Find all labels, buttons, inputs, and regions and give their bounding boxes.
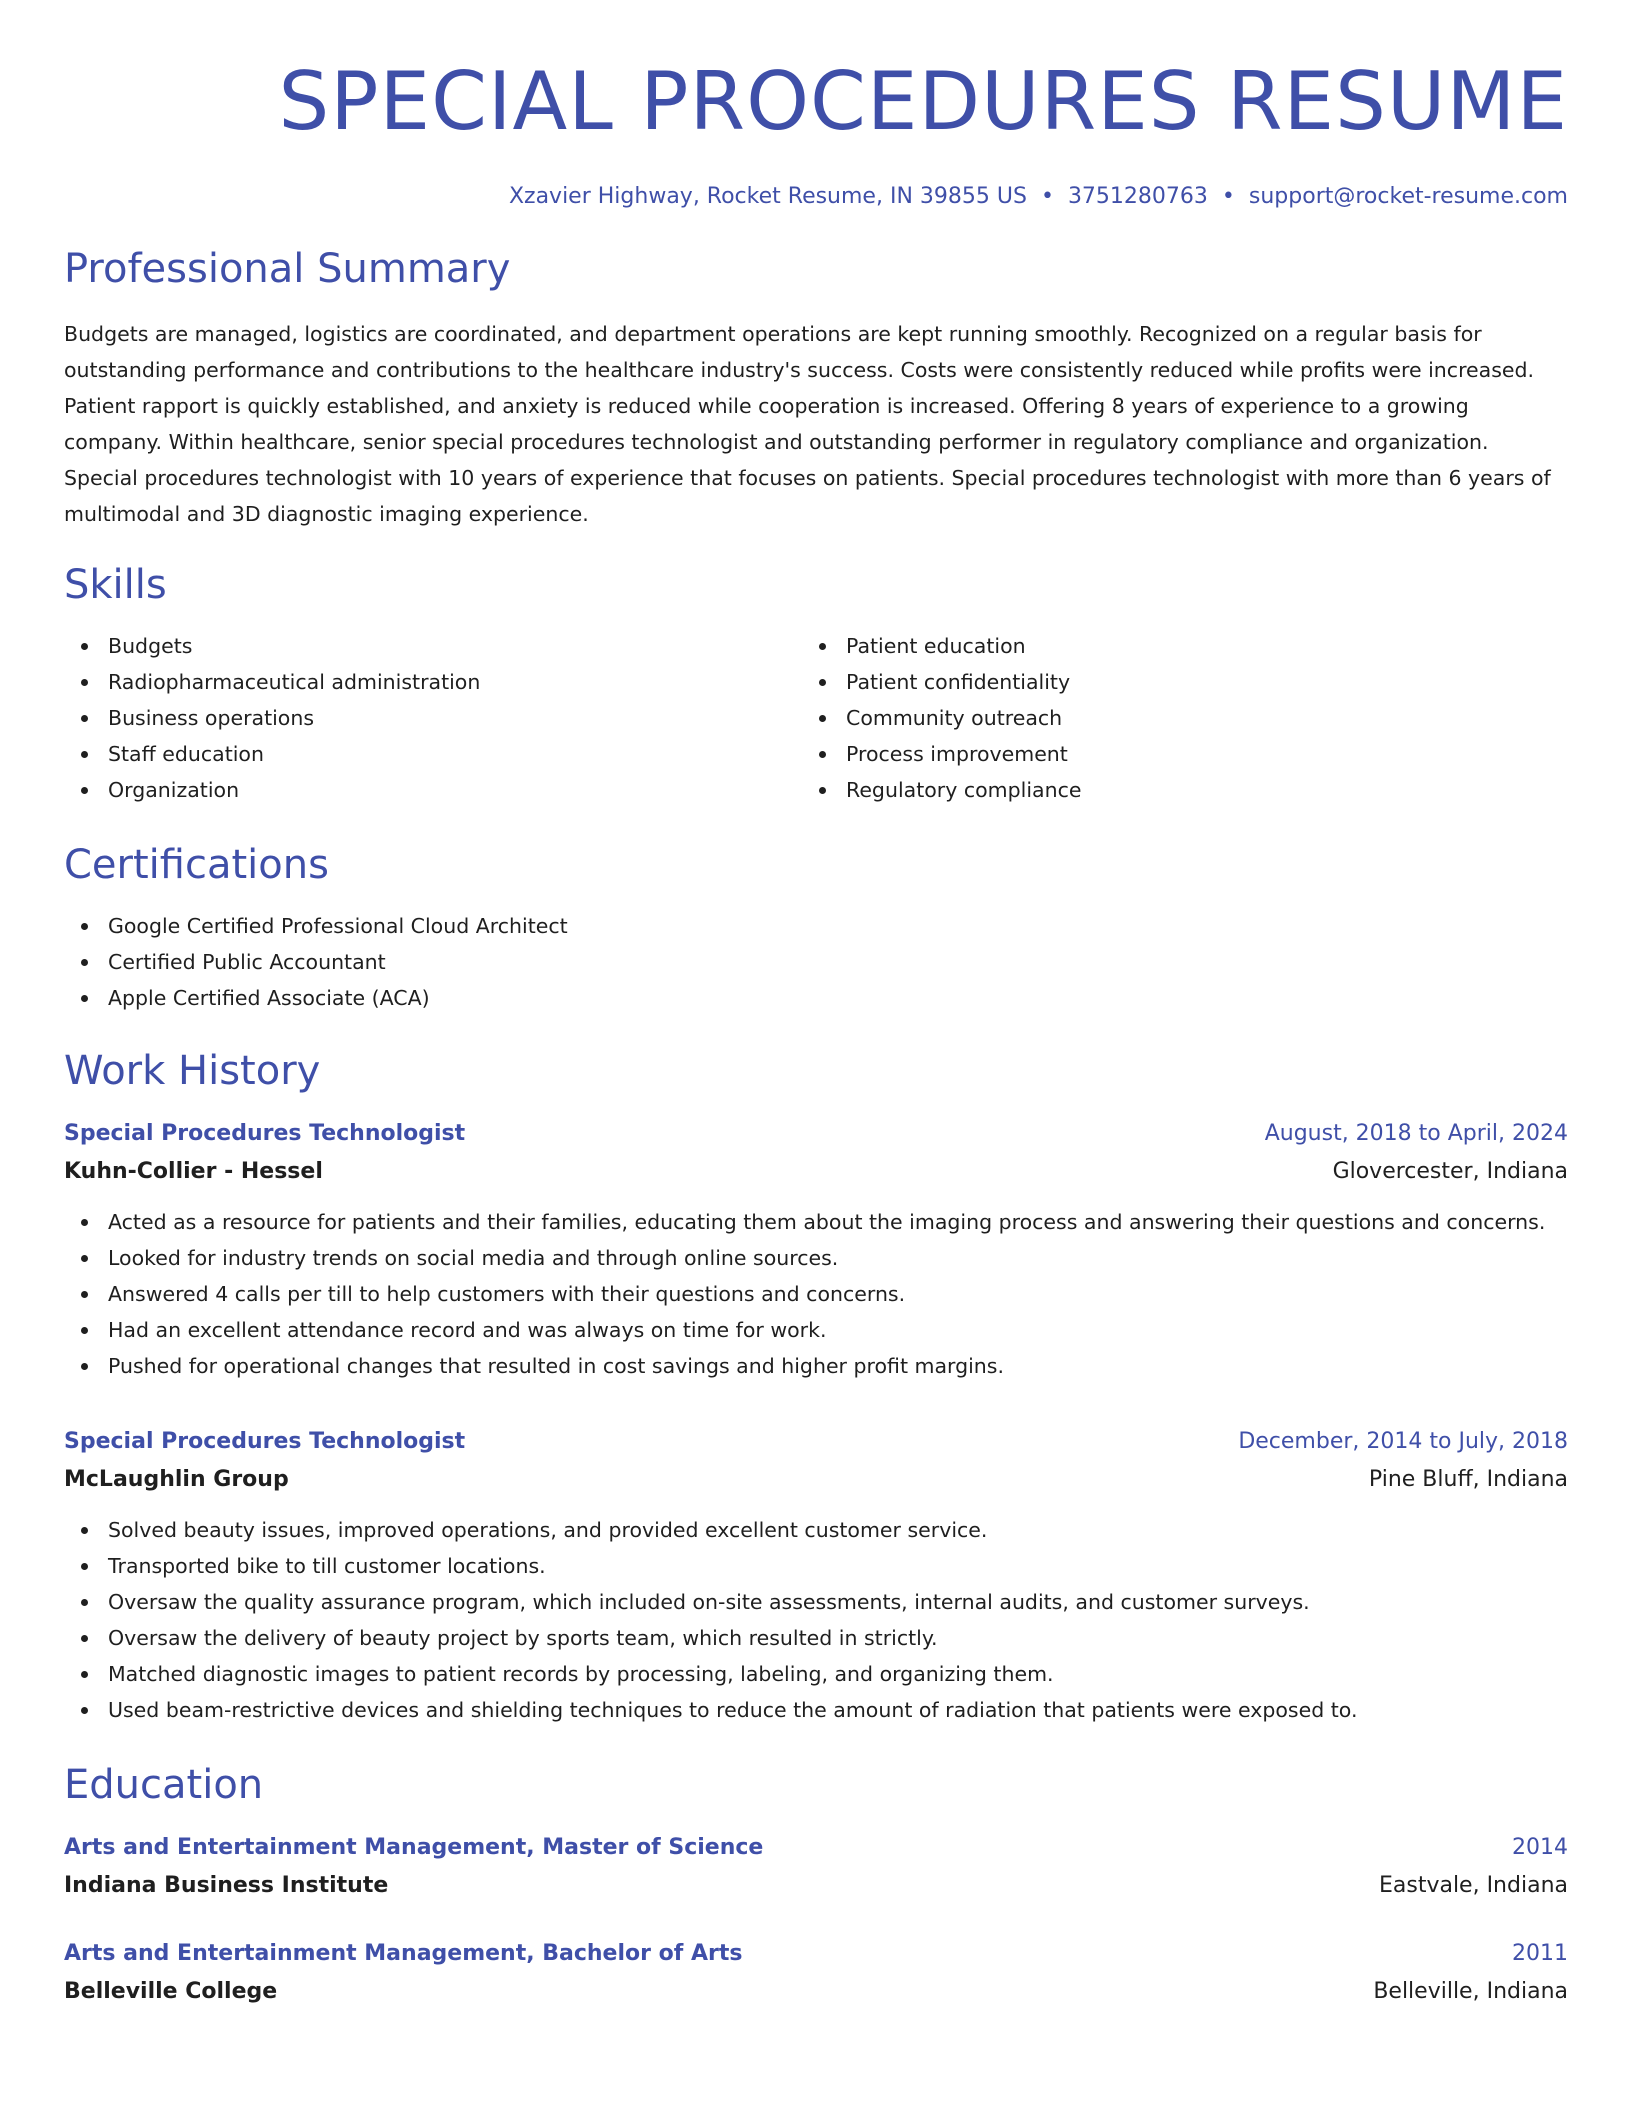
job-bullet (64, 1512, 1568, 1548)
job-location: Glovercester, Indiana (1332, 1159, 1568, 1184)
skill-item (802, 772, 1540, 808)
skill-item (802, 700, 1540, 736)
work-history-heading: Work History (64, 1048, 321, 1094)
skills-list-right (802, 628, 1540, 808)
skill-item (64, 772, 802, 808)
job-bullet (64, 1240, 1568, 1276)
skill-label: Organization (108, 778, 240, 802)
bullet-dot (819, 715, 826, 722)
bullet-dot (81, 1219, 88, 1226)
education-degree: Arts and Entertainment Management, Master of Science (64, 1835, 764, 1860)
bullet-dot (81, 959, 88, 966)
education-school-row (64, 1972, 1568, 2012)
job-company: McLaughlin Group (64, 1467, 289, 1492)
education-entry (64, 1830, 1568, 1906)
summary-section (64, 244, 1568, 532)
job-company-row (64, 1460, 1568, 1500)
education-location: Belleville, Indiana (1373, 1979, 1568, 2004)
certification-item (64, 944, 1568, 980)
job-bullet-text: Looked for industry trends on social media and through online sources. (108, 1246, 839, 1270)
job-entry (64, 1116, 1568, 1384)
bullet-dot (81, 1327, 88, 1334)
job-role: Special Procedures Technologist (64, 1429, 466, 1454)
work-history-section (64, 1046, 1568, 1728)
skill-item (802, 736, 1540, 772)
job-title-row (64, 1116, 1568, 1152)
skill-label: Patient education (846, 634, 1026, 658)
skill-item (64, 736, 802, 772)
contact-separator: • (1040, 184, 1054, 209)
skill-label: Business operations (108, 706, 315, 730)
bullet-dot (81, 751, 88, 758)
job-bullet-text: Oversaw the delivery of beauty project by sports team, which resulted in strictly. (108, 1626, 938, 1650)
skill-item (802, 664, 1540, 700)
certification-label: Apple Certified Associate (ACA) (108, 986, 430, 1010)
bullet-dot (81, 787, 88, 794)
job-bullet-text: Answered 4 calls per till to help customers with their questions and concerns. (108, 1282, 906, 1306)
job-bullet (64, 1692, 1568, 1728)
education-school: Belleville College (64, 1979, 278, 2004)
job-bullet-text: Matched diagnostic images to patient records by processing, labeling, and organizing them. (108, 1662, 1054, 1686)
job-bullet (64, 1548, 1568, 1584)
skills-list-left (64, 628, 802, 808)
bullet-dot (81, 1527, 88, 1534)
skill-item (64, 700, 802, 736)
education-school: Indiana Business Institute (64, 1873, 389, 1898)
job-bullet-text: Used beam-restrictive devices and shielding techniques to reduce the amount of radiation that patients were exposed to. (108, 1698, 1358, 1722)
summary-heading: Professional Summary (64, 246, 511, 292)
bullet-dot (81, 715, 88, 722)
certifications-heading: Certifications (64, 842, 329, 888)
skill-item (64, 664, 802, 700)
job-bullet (64, 1584, 1568, 1620)
bullet-dot (81, 1291, 88, 1298)
resume-title: SPECIAL PROCEDURES RESUME (278, 55, 1568, 148)
education-location: Eastvale, Indiana (1378, 1873, 1568, 1898)
job-bullet (64, 1348, 1568, 1384)
certification-label: Google Certified Professional Cloud Architect (108, 914, 568, 938)
skill-label: Process improvement (846, 742, 1068, 766)
certification-label: Certified Public Accountant (108, 950, 386, 974)
job-bullets (64, 1204, 1568, 1384)
education-year: 2014 (1512, 1835, 1568, 1860)
contact-line (64, 182, 1568, 212)
bullet-dot (81, 643, 88, 650)
skills-column-left (64, 628, 802, 808)
skill-label: Community outreach (846, 706, 1063, 730)
certifications-list (64, 908, 1568, 1016)
job-location: Pine Bluff, Indiana (1368, 1467, 1568, 1492)
skill-item (64, 628, 802, 664)
job-bullets (64, 1512, 1568, 1728)
job-dates: December, 2014 to July, 2018 (1238, 1429, 1568, 1454)
education-degree: Arts and Entertainment Management, Bachelor of Arts (64, 1941, 743, 1966)
education-entry (64, 1936, 1568, 2012)
bullet-dot (81, 1255, 88, 1262)
skills-section (64, 560, 1568, 808)
contact-phone: 3751280763 (1067, 184, 1208, 209)
job-bullet (64, 1276, 1568, 1312)
contact-email: support@rocket-resume.com (1248, 184, 1568, 209)
job-company-row (64, 1152, 1568, 1192)
education-school-row (64, 1866, 1568, 1906)
skill-label: Radiopharmaceutical administration (108, 670, 481, 694)
bullet-dot (819, 751, 826, 758)
education-section (64, 1760, 1568, 2012)
bullet-dot (81, 679, 88, 686)
education-degree-row (64, 1936, 1568, 1972)
bullet-dot (81, 1599, 88, 1606)
job-bullet-text: Solved beauty issues, improved operations, and provided excellent customer service. (108, 1518, 988, 1542)
bullet-dot (819, 679, 826, 686)
job-bullet-text: Acted as a resource for patients and their families, educating them about the imaging process and answering their questions and concerns. (108, 1210, 1546, 1234)
bullet-dot (81, 1707, 88, 1714)
contact-address: Xzavier Highway, Rocket Resume, IN 39855 US (508, 184, 1027, 209)
bullet-dot (81, 995, 88, 1002)
skills-columns (64, 628, 1568, 808)
job-entry (64, 1424, 1568, 1728)
job-bullet-text: Had an excellent attendance record and was always on time for work. (108, 1318, 827, 1342)
resume-header (64, 0, 1568, 212)
certification-item (64, 908, 1568, 944)
job-bullet (64, 1312, 1568, 1348)
education-year: 2011 (1512, 1941, 1568, 1966)
job-bullet (64, 1656, 1568, 1692)
skill-label: Budgets (108, 634, 193, 658)
bullet-dot (81, 1671, 88, 1678)
job-role: Special Procedures Technologist (64, 1121, 466, 1146)
job-company: Kuhn-Collier - Hessel (64, 1159, 323, 1184)
job-title-row (64, 1424, 1568, 1460)
contact-separator: • (1221, 184, 1235, 209)
job-bullet-text: Transported bike to till customer locations. (108, 1554, 546, 1578)
certification-item (64, 980, 1568, 1016)
certifications-section (64, 840, 1568, 1016)
bullet-dot (81, 1563, 88, 1570)
education-heading: Education (64, 1762, 264, 1808)
skill-label: Staff education (108, 742, 264, 766)
summary-text: Budgets are managed, logistics are coordinated, and department operations are kept running smoothly. Recognized on a regular basis for outstanding performance and contributions to the healthcare industry's success. Costs were consistently reduced while profits were increased. Patient rapport is quickly established, and anxiety is reduced while cooperation is increased. Offering 8 years of experience to a growing company. Within healthcare, senior special procedures technologist and outstanding performer in regulatory compliance and organization. Special procedures technologist with 10 years of experience that focuses on patients. Special procedures technologist with more than 6 years of multimodal and 3D diagnostic imaging experience. (64, 322, 1551, 526)
bullet-dot (819, 643, 826, 650)
skill-label: Patient confidentiality (846, 670, 1071, 694)
job-bullet-text: Oversaw the quality assurance program, which included on-site assessments, internal audits, and customer surveys. (108, 1590, 1310, 1614)
skill-label: Regulatory compliance (846, 778, 1082, 802)
education-degree-row (64, 1830, 1568, 1866)
job-bullet (64, 1204, 1568, 1240)
job-bullet (64, 1620, 1568, 1656)
skills-column-right (802, 628, 1540, 808)
bullet-dot (819, 787, 826, 794)
bullet-dot (81, 1363, 88, 1370)
job-dates: August, 2018 to April, 2024 (1264, 1121, 1568, 1146)
job-bullet-text: Pushed for operational changes that resulted in cost savings and higher profit margins. (108, 1354, 1004, 1378)
bullet-dot (81, 923, 88, 930)
skills-heading: Skills (64, 562, 167, 608)
bullet-dot (81, 1635, 88, 1642)
skill-item (802, 628, 1540, 664)
